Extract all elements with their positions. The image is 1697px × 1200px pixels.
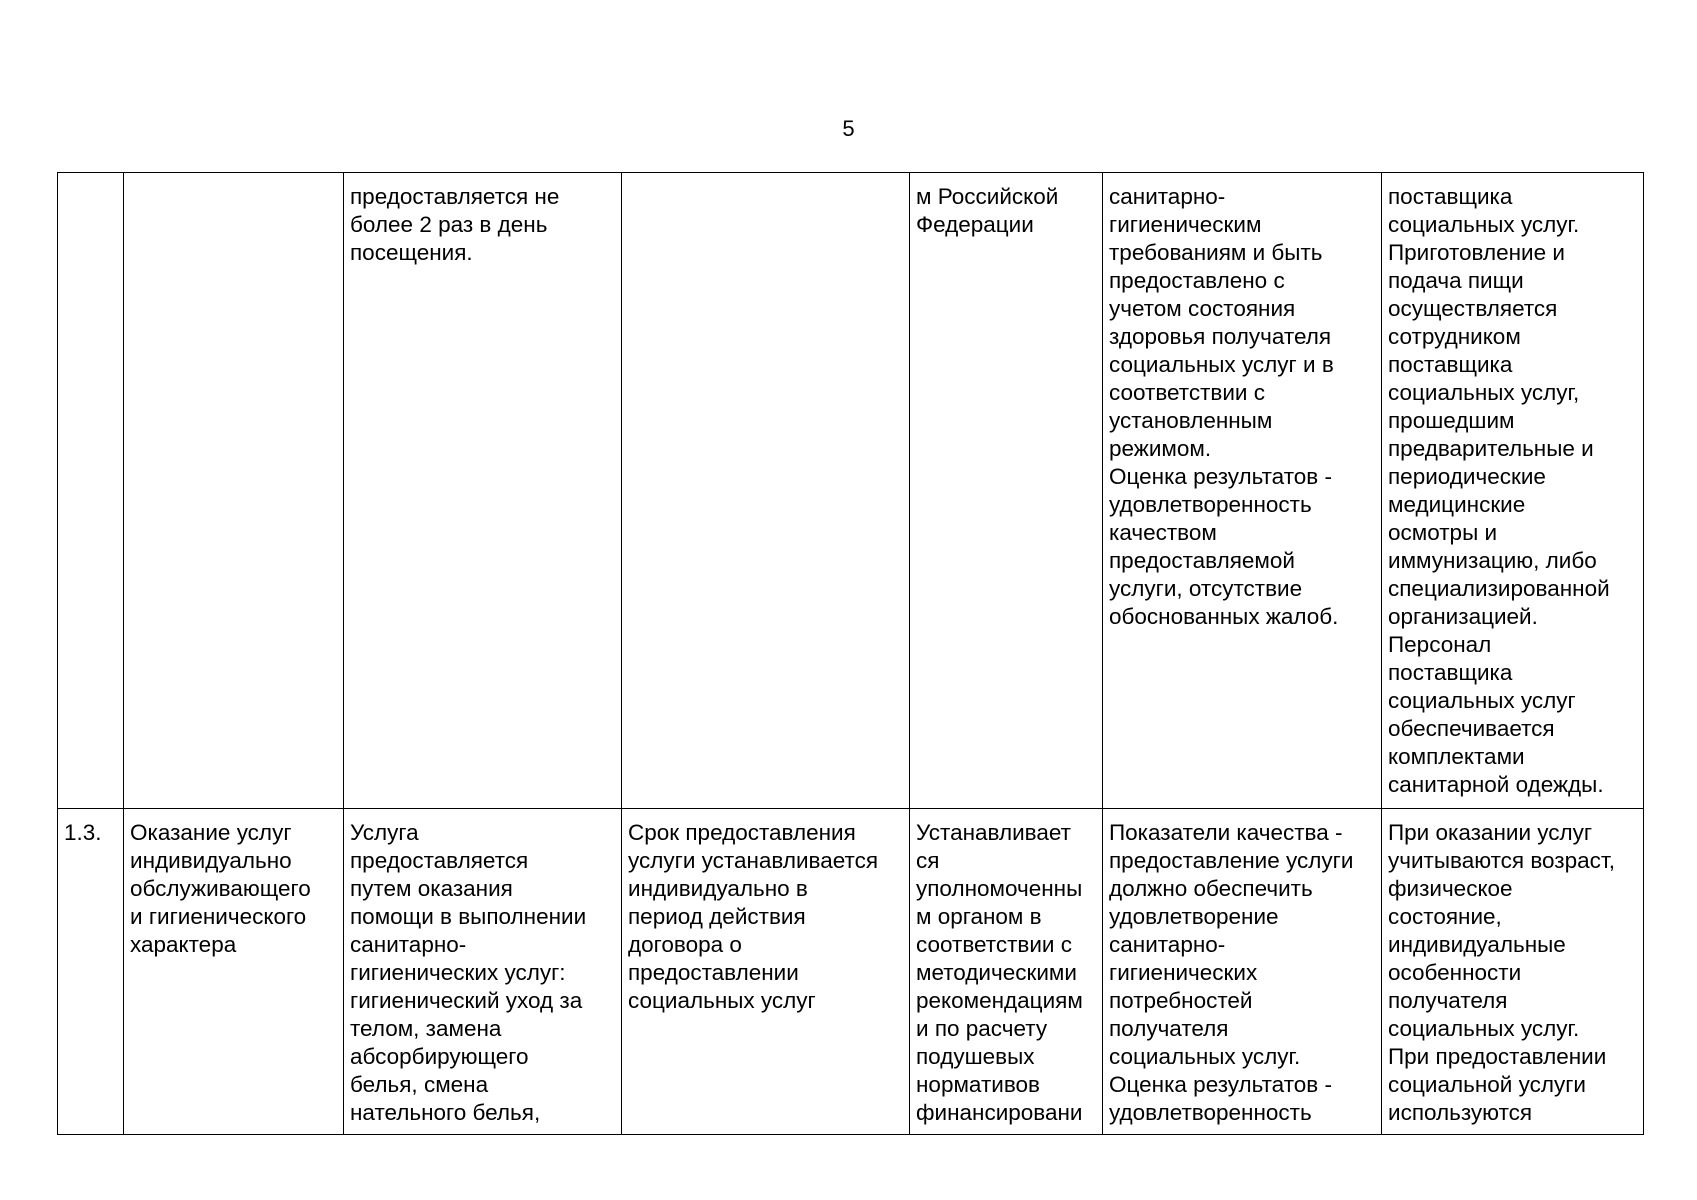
page-number: 5 xyxy=(842,116,855,141)
table-row xyxy=(58,809,1644,1135)
services-table xyxy=(57,172,1644,1135)
cell-service-name xyxy=(124,173,344,809)
cell-tariff: м Российской Федерации xyxy=(910,173,1103,809)
cell-term xyxy=(622,173,910,809)
cell-service-name: Оказание услуг индивидуально обслуживающего и гигиенического характера xyxy=(124,809,344,1135)
cell-tariff: Устанавливает ся уполномоченны м органом в соответствии с методическими рекомендациям и по расчету подушевых нормативов финансировани xyxy=(910,809,1103,1135)
table-row xyxy=(58,173,1644,809)
cell-conditions: поставщика социальных услуг. Приготовление и подача пищи осуществляется сотрудником поставщика социальных услуг, прошедшим предварительные и периодические медицинские осмотры и иммунизацию, либо специализированной организацией. Персонал поставщика социальных услуг обеспечивается комплектами санитарной одежды. xyxy=(1382,173,1644,809)
cell-quality-indicators: санитарно- гигиеническим требованиям и быть предоставлено с учетом состояния здоровья получателя социальных услуг и в соответствии с установленным режимом. Оценка результатов - удовлетворенность качеством предоставляемой услуги, отсутствие обоснованных жалоб. xyxy=(1103,173,1382,809)
cell-number xyxy=(58,173,124,809)
cell-conditions: При оказании услуг учитываются возраст, физическое состояние, индивидуальные особенности получателя социальных услуг. При предоставлении социальной услуги используются xyxy=(1382,809,1644,1135)
cell-quality-indicators: Показатели качества - предоставление услуги должно обеспечить удовлетворение санитарно- гигиенических потребностей получателя социальных услуг. Оценка результатов - удовлетворенность xyxy=(1103,809,1382,1135)
cell-description: Услуга предоставляется путем оказания помощи в выполнении санитарно- гигиенических услуг: гигиенический уход за телом, замена абсорбирующего белья, смена нательного белья, xyxy=(344,809,622,1135)
cell-description: предоставляется не более 2 раз в день посещения. xyxy=(344,173,622,809)
cell-number: 1.3. xyxy=(58,809,124,1135)
cell-term: Срок предоставления услуги устанавливается индивидуально в период действия договора о предоставлении социальных услуг xyxy=(622,809,910,1135)
